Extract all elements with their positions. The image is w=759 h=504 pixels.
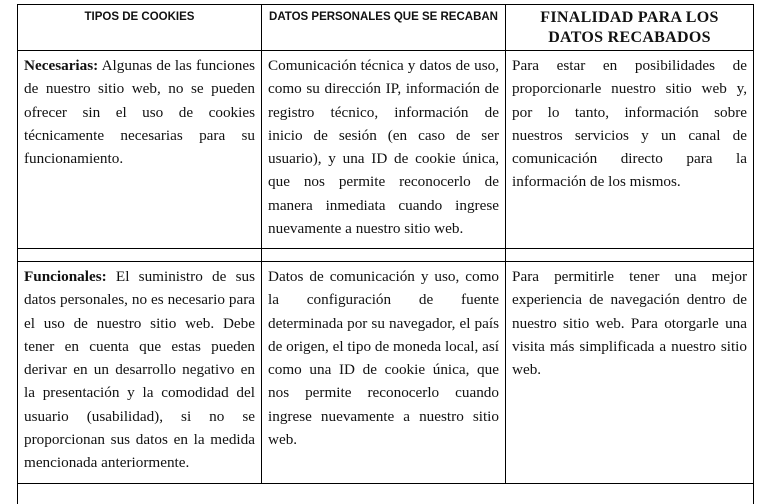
table-row bbox=[18, 51, 754, 249]
purpose-cell: Para estar en posibilidades de proporcionarle nuestro sitio web y, por lo tanto, información sobre nuestros servicios y un canal de comunicación directo para la información de los mismos. bbox=[506, 51, 754, 249]
cookie-type-cell bbox=[18, 262, 262, 484]
cookie-type-cell bbox=[18, 51, 262, 249]
cookies-table bbox=[17, 4, 754, 504]
cookies-document bbox=[17, 4, 753, 504]
cookie-type-label: Funcionales: bbox=[24, 268, 107, 285]
cookie-type-text: El suministro de sus datos personales, no es necesario para el uso de nuestro sitio web. Debe tener en cuenta que estas pueden derivar en un desarrollo negativo en la presentación y la comodidad del usuario (usabilidad), si no se proporcionan sus datos en la medida mencionada anteriormente. bbox=[24, 268, 255, 471]
row-separator bbox=[18, 249, 754, 262]
table-row bbox=[18, 262, 754, 484]
table-header-row bbox=[18, 5, 754, 51]
header-cookie-types: TIPOS DE COOKIES bbox=[18, 5, 262, 51]
purpose-cell: Para permitirle tener una mejor experiencia de navegación dentro de nuestro sitio web. Para otorgarle una visita más simplificada a nuestro sitio web. bbox=[506, 262, 754, 484]
personal-data-cell: Datos de comunicación y uso, como la configuración de fuente determinada por su navegador, el país de origen, el tipo de moneda local, así como una ID de cookie única, que nos permite reconocerlo cuando ingrese nuevamente a nuestro sitio web. bbox=[262, 262, 506, 484]
cookie-type-label: Necesarias: bbox=[24, 57, 98, 74]
header-personal-data: DATOS PERSONALES QUE SE RECABAN bbox=[262, 5, 506, 51]
personal-data-cell: Comunicación técnica y datos de uso, como su dirección IP, información de registro técnico, información de inicio de sesión (en caso de ser usuario), y una ID de cookie única, que nos permite reconocerlo de manera inmediata cuando ingrese nuevamente a nuestro sitio web. bbox=[262, 51, 506, 249]
header-purpose: FINALIDAD PARA LOS DATOS RECABADOS bbox=[506, 5, 754, 51]
table-row-continued bbox=[18, 484, 754, 504]
cookie-type-text: Algunas de las funciones de nuestro sitio web, no se pueden ofrecer sin el uso de cookies técnicamente necesarias para su funcionamiento. bbox=[24, 57, 255, 167]
